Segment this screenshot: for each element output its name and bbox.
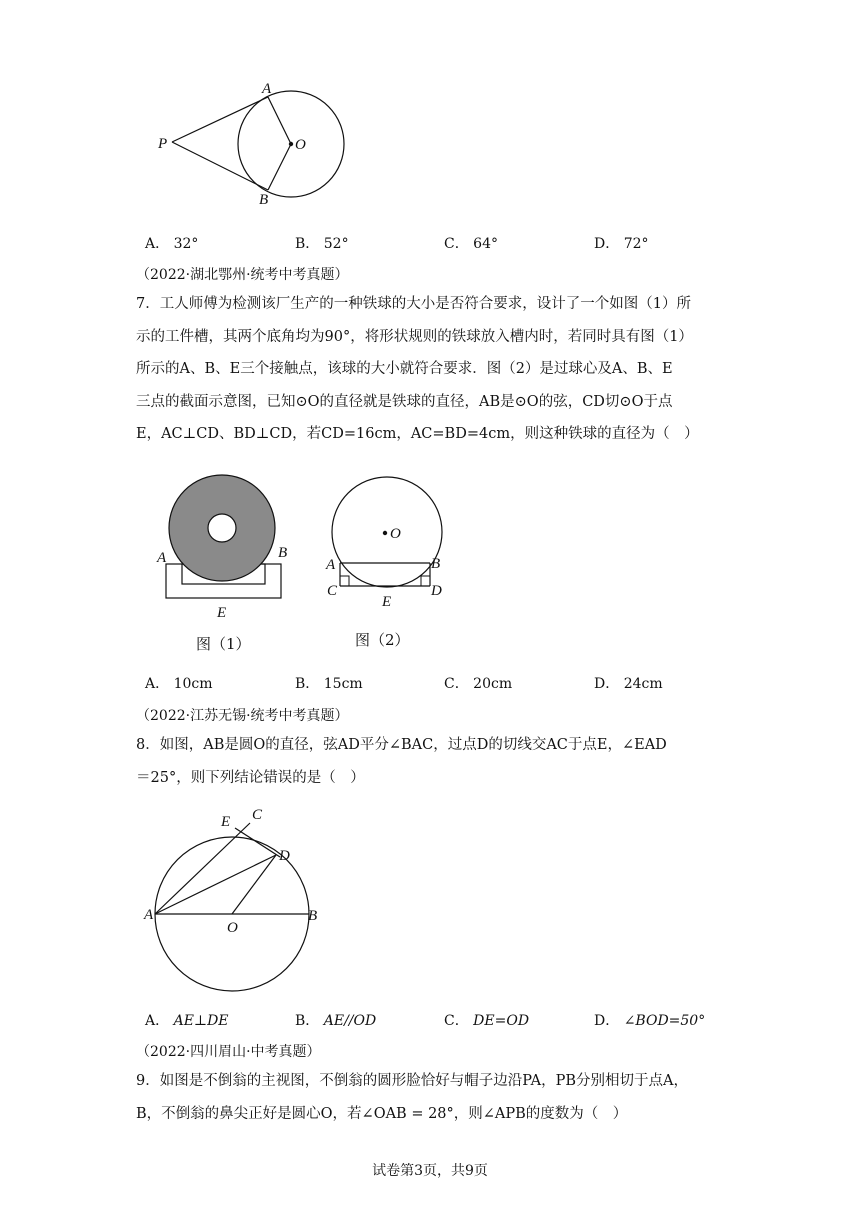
q7-fig2-circle (332, 477, 442, 587)
q7-figure-2 (322, 472, 452, 657)
q8-tangent-ed (235, 828, 280, 857)
q7-option-c[interactable]: C． 20cm (444, 676, 513, 692)
q6-option-a[interactable]: A． 32° (145, 236, 199, 252)
q6-option-b[interactable]: B． 52° (295, 236, 349, 252)
q7-fig2-label-d: D (431, 583, 442, 599)
q8-label-a: A (144, 907, 154, 923)
q7-option-a[interactable]: A． 10cm (145, 676, 213, 692)
q7-line-3: 所示的A、B、E三个接触点，该球的大小就符合要求．图（2）是过球心及A、B、E (136, 361, 673, 377)
q7-fig2-label-o: O (390, 526, 401, 542)
q8-label-c: C (252, 807, 263, 823)
q8-stem (136, 729, 726, 794)
q7-fig2-right-angle-d (421, 576, 430, 586)
q7-option-d[interactable]: D． 24cm (594, 676, 663, 692)
q9-line-1: 9．如图是不倒翁的主视图，不倒翁的圆形脸恰好与帽子边沿PA，PB分别相切于点A， (136, 1073, 689, 1089)
q8-source: （2022·江苏无锡·统考中考真题） (136, 708, 349, 724)
q9-stem (136, 1065, 726, 1130)
q8-label-o: O (227, 920, 238, 936)
q6-label-o: O (295, 137, 306, 153)
q7-options (145, 673, 745, 693)
q7-line-5: E，AC⊥CD、BD⊥CD，若CD=16cm，AC=BD=4cm，则这种铁球的直径为（ ） (136, 426, 699, 442)
q8-option-c[interactable]: C． DE=OD (444, 1013, 530, 1029)
q7-option-b[interactable]: B． 15cm (295, 676, 363, 692)
q6-figure (150, 78, 360, 213)
q6-tangent-pb (172, 142, 268, 190)
q6-radius-ob (268, 144, 291, 190)
q6-label-p: P (158, 136, 168, 152)
q6-option-c[interactable]: C． 64° (444, 236, 498, 252)
q9-line-2: B，不倒翁的鼻尖正好是圆心O，若∠OAB = 28°，则∠APB的度数为（ ） (136, 1105, 628, 1122)
q8-label-b: B (308, 908, 318, 924)
q7-line-4: 三点的截面示意图，已知⊙O的直径就是铁球的直径，AB是⊙O的弦，CD切⊙O于点 (136, 393, 673, 410)
q6-tangent-pa (172, 97, 268, 142)
q6-option-d[interactable]: D． 72° (594, 236, 649, 252)
q7-fig2-label-e: E (382, 594, 392, 610)
q7-fig2-label-b: B (431, 556, 441, 572)
q8-line-1: 8．如图，AB是圆O的直径，弦AD平分∠BAC，过点D的切线交AC于点E，∠EAD (136, 737, 667, 753)
q7-fig2-label-c: C (327, 583, 338, 599)
q7-fig1-label-b: B (278, 545, 288, 561)
q6-label-a: A (262, 81, 272, 97)
q8-label-e: E (221, 814, 231, 830)
q7-figure-1 (150, 468, 300, 658)
q6-radius-oa (268, 97, 291, 144)
q8-label-d: D (279, 848, 290, 864)
q6-options (145, 233, 745, 253)
q7-fig2-right-angle-c (340, 576, 349, 586)
q8-option-a[interactable]: A． AE⊥DE (145, 1013, 229, 1029)
q7-line-2: 示的工件槽，其两个底角均为90°，将形状规则的铁球放入槽内时，若同时具有图（1） (136, 328, 693, 345)
q8-option-b[interactable]: B． AE//OD (295, 1013, 377, 1029)
q8-option-d[interactable]: D． ∠BOD=50° (594, 1013, 706, 1029)
q8-radius-od (232, 855, 276, 914)
q7-fig1-label-e: E (217, 605, 227, 621)
q7-fig1-hole (208, 514, 236, 542)
q9-source: （2022·四川眉山·中考真题） (136, 1044, 321, 1060)
q7-line-1: 7．工人师傅为检测该厂生产的一种铁球的大小是否符合要求，设计了一个如图（1）所 (136, 296, 691, 312)
q7-fig1-caption: 图（1） (196, 635, 251, 653)
q8-line-2: ＝25°，则下列结论错误的是（ ） (136, 769, 365, 786)
q6-center-dot (289, 142, 293, 146)
q6-label-b: B (259, 192, 269, 208)
page-footer: 试卷第3页，共9页 (372, 1163, 488, 1179)
q8-options (145, 1010, 745, 1030)
q7-source: （2022·湖北鄂州·统考中考真题） (136, 267, 349, 283)
q7-fig2-caption: 图（2） (355, 631, 410, 649)
q7-fig1-label-a: A (157, 550, 167, 566)
q8-figure (140, 800, 330, 995)
q7-fig2-center-dot (383, 531, 387, 535)
q7-stem (136, 288, 726, 451)
q7-fig2-label-a: A (326, 557, 336, 573)
